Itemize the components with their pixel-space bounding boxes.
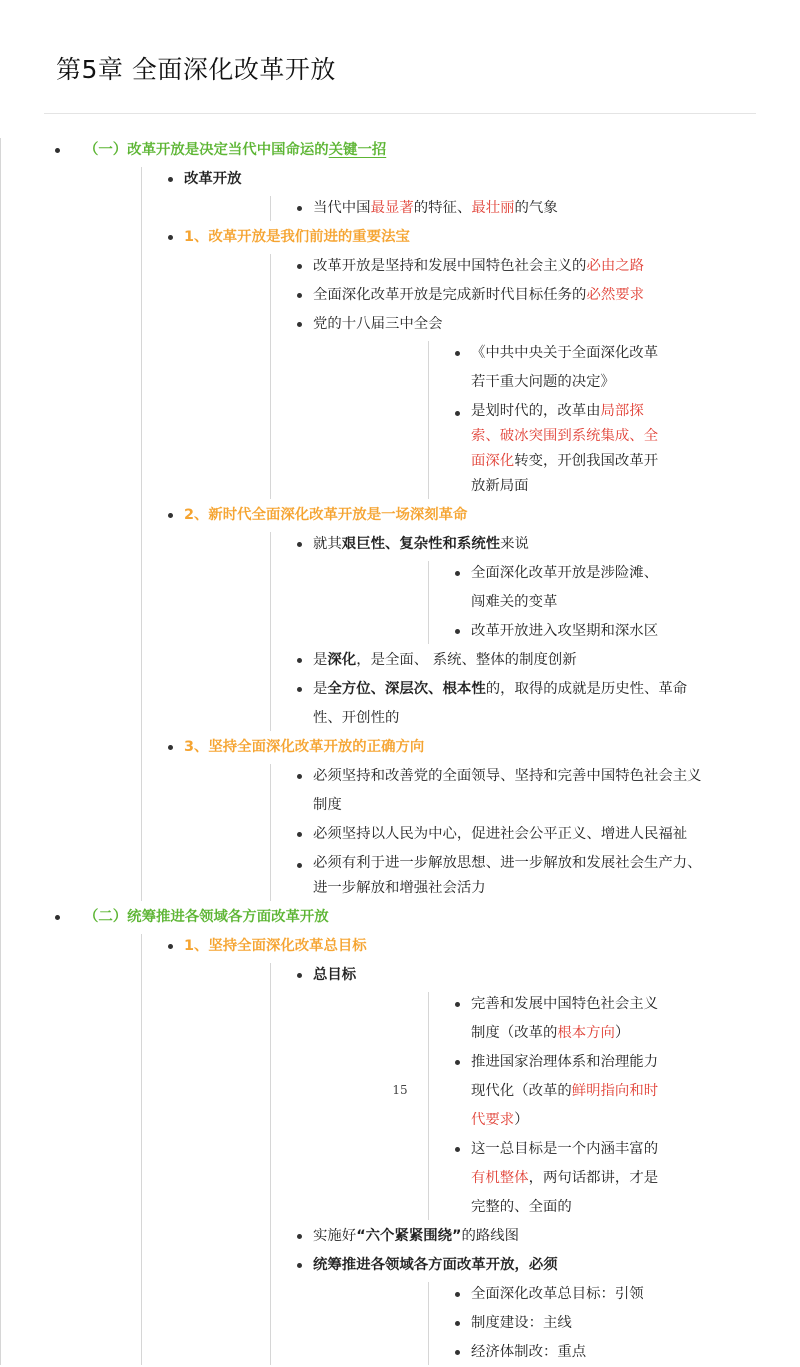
list-item: 总目标 完善和发展中国特色社会主义制度（改革的根本方向） 推进国家治理体系和治理能力现代化（改革的鲜明指向和时代要求） 这一总目标是一个内涵丰富的有机整体，两句话都讲，才是完整的、全面的 bbox=[184, 961, 740, 1222]
list-item: 实施好“六个紧紧围绕”的路线图 bbox=[184, 1222, 740, 1251]
subsection-heading: 3、坚持全面深化改革开放的正确方向 bbox=[184, 739, 425, 755]
list-item: 推进国家治理体系和治理能力现代化（改革的鲜明指向和时代要求） bbox=[313, 1048, 710, 1135]
list-item: 是深化，是全面、 系统、整体的制度创新 bbox=[184, 646, 740, 675]
list-item: 制度建设：主线 bbox=[313, 1309, 710, 1338]
section-2-heading: （二）统筹推进各领域各方面改革开放 bbox=[84, 909, 329, 925]
list-item: 全面深化改革开放是完成新时代目标任务的必然要求 bbox=[184, 281, 740, 310]
list-item: 全面深化改革总目标：引领 bbox=[313, 1280, 710, 1309]
subsection-heading: 1、改革开放是我们前进的重要法宝 bbox=[184, 229, 410, 245]
page-number: 15 bbox=[392, 1083, 408, 1097]
list-item: 党的十八届三中全会 《中共中央关于全面深化改革若干重大问题的决定》 是划时代的，改革由局部探索、破冰突围到系统集成、全面深化转变，开创我国改革开放新局面 bbox=[184, 310, 740, 501]
list-item: 必须有利于进一步解放思想、进一步解放和发展社会生产力、进一步解放和增强社会活力 bbox=[184, 849, 740, 903]
title-divider bbox=[44, 113, 756, 114]
outline-item-section-2 bbox=[0, 903, 800, 1367]
list-item: 经济体制改：重点 bbox=[313, 1338, 710, 1367]
outline-item-subsection-2-1 bbox=[84, 932, 770, 1367]
list-item: 统筹推进各领域各方面改革开放，必须 全面深化改革总目标：引领 制度建设：主线 经济体制改：重点 bbox=[184, 1251, 740, 1367]
list-item: 《中共中央关于全面深化改革若干重大问题的决定》 bbox=[313, 339, 710, 397]
list-item: 必须坚持以人民为中心，促进社会公平正义、增进人民福祉 bbox=[184, 820, 740, 849]
list-item: 完善和发展中国特色社会主义制度（改革的根本方向） bbox=[313, 990, 710, 1048]
page-title: 第5章 全面深化改革开放 bbox=[56, 55, 336, 84]
list-item: 改革开放是坚持和发展中国特色社会主义的必由之路 bbox=[184, 252, 740, 281]
section-1-children bbox=[84, 165, 770, 903]
list-item: 是划时代的，改革由局部探索、破冰突围到系统集成、全面深化转变，开创我国改革开放新局面 bbox=[313, 397, 710, 501]
subsection-heading: 1、坚持全面深化改革总目标 bbox=[184, 938, 367, 954]
list-item: 是全方位、深层次、根本性的，取得的成就是历史性、革命性、开创性的 bbox=[184, 675, 740, 733]
list-item: 必须坚持和改善党的全面领导、坚持和完善中国特色社会主义制度 bbox=[184, 762, 740, 820]
outline-item-subsection-1-3 bbox=[84, 733, 770, 903]
section-1-heading: （一）改革开放是决定当代中国命运的关键一招 bbox=[84, 142, 387, 158]
gaige-label: 改革开放 bbox=[184, 171, 242, 187]
list-item: 当代中国最显著的特征、最壮丽的气象 bbox=[184, 194, 740, 223]
outline-root bbox=[0, 136, 800, 1367]
outline bbox=[0, 136, 800, 1367]
outline-item-section-1 bbox=[0, 136, 800, 903]
list-item: 改革开放进入攻坚期和深水区 bbox=[313, 617, 710, 646]
list-item: 就其艰巨性、复杂性和系统性来说 全面深化改革开放是涉险滩、闯难关的变革 改革开放进入攻坚期和深水区 bbox=[184, 530, 740, 646]
outline-item-subsection-1-1 bbox=[84, 223, 770, 501]
outline-item-subsection-1-2 bbox=[84, 501, 770, 733]
section-2-children bbox=[84, 932, 770, 1367]
outline-item-gaige bbox=[84, 165, 770, 223]
list-item: 全面深化改革开放是涉险滩、闯难关的变革 bbox=[313, 559, 710, 617]
underlined-key-term: 关键一招 bbox=[328, 142, 387, 158]
subsection-heading: 2、新时代全面深化改革开放是一场深刻革命 bbox=[184, 507, 468, 523]
list-item: 这一总目标是一个内涵丰富的有机整体，两句话都讲，才是完整的、全面的 bbox=[313, 1135, 710, 1222]
